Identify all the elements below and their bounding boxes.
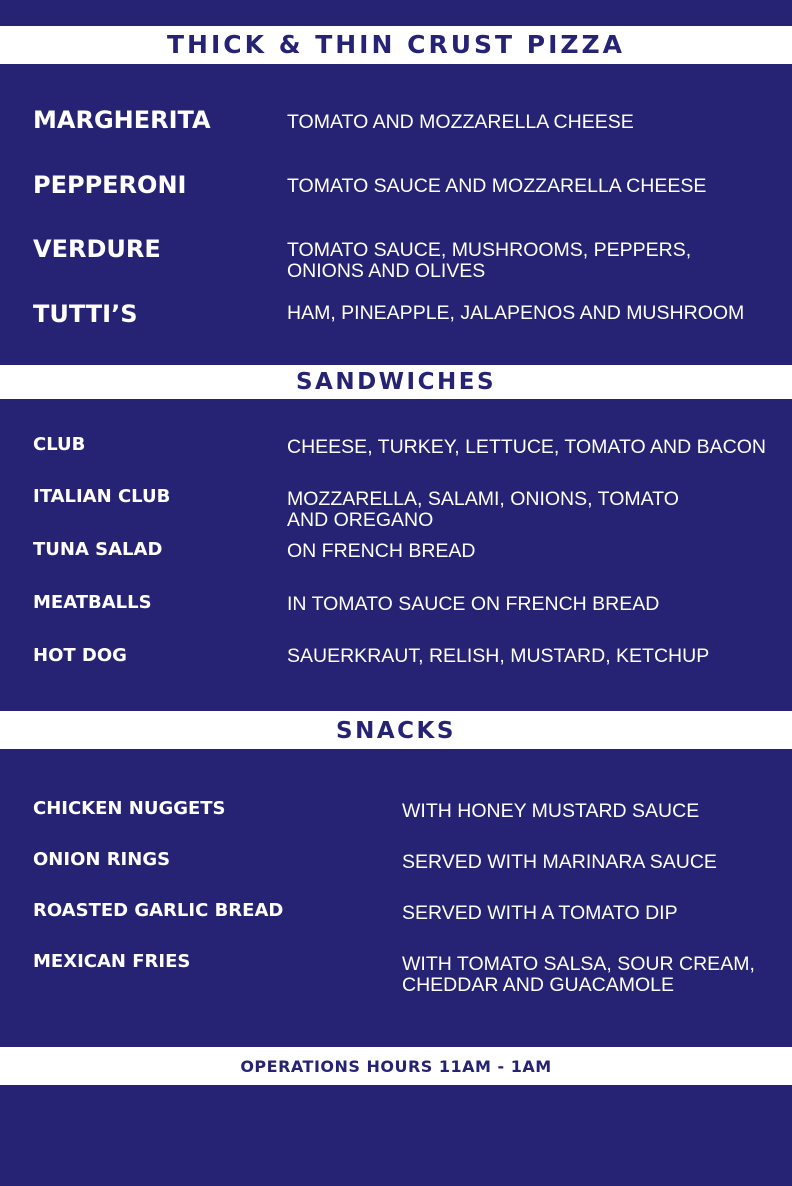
pizza-item-desc: HAM, PINEAPPLE, JALAPENOS AND MUSHROOM	[287, 302, 745, 324]
snacks-section-heading: SNACKS	[0, 711, 792, 749]
pizza-item-name: MARGHERITA	[33, 106, 211, 134]
snack-item-name: ROASTED GARLIC BREAD	[33, 900, 284, 921]
pizza-item-name: PEPPERONI	[33, 171, 187, 199]
operations-hours: OPERATIONS HOURS 11AM - 1AM	[0, 1047, 792, 1085]
pizza-item-desc: TOMATO AND MOZZARELLA CHEESE	[287, 111, 634, 133]
sandwich-item-desc: SAUERKRAUT, RELISH, MUSTARD, KETCHUP	[287, 645, 710, 667]
sandwich-item-name: TUNA SALAD	[33, 539, 163, 560]
snack-item-desc: WITH TOMATO SALSA, SOUR CREAM, CHEDDAR AND GUACAMOLE	[402, 953, 755, 996]
pizza-item-desc: TOMATO SAUCE, MUSHROOMS, PEPPERS, ONIONS AND OLIVES	[287, 239, 692, 282]
sandwich-item-name: HOT DOG	[33, 645, 127, 666]
snack-item-name: ONION RINGS	[33, 849, 171, 870]
sandwiches-section-heading: SANDWICHES	[0, 365, 792, 399]
sandwich-item-name: MEATBALLS	[33, 592, 152, 613]
snack-item-name: MEXICAN FRIES	[33, 951, 191, 972]
sandwich-item-desc: ON FRENCH BREAD	[287, 540, 476, 562]
sandwich-item-desc: MOZZARELLA, SALAMI, ONIONS, TOMATO AND OREGANO	[287, 488, 679, 531]
pizza-item-desc: TOMATO SAUCE AND MOZZARELLA CHEESE	[287, 175, 707, 197]
snack-item-desc: SERVED WITH A TOMATO DIP	[402, 902, 678, 924]
snack-item-desc: WITH HONEY MUSTARD SAUCE	[402, 800, 700, 822]
sandwich-item-name: ITALIAN CLUB	[33, 486, 171, 507]
snack-item-desc: SERVED WITH MARINARA SAUCE	[402, 851, 717, 873]
pizza-section-heading: THICK & THIN CRUST PIZZA	[0, 26, 792, 64]
sandwich-item-desc: CHEESE, TURKEY, LETTUCE, TOMATO AND BACON	[287, 436, 766, 458]
sandwich-item-name: CLUB	[33, 434, 86, 455]
snack-item-name: CHICKEN NUGGETS	[33, 798, 226, 819]
pizza-item-name: VERDURE	[33, 235, 161, 263]
sandwich-item-desc: IN TOMATO SAUCE ON FRENCH BREAD	[287, 593, 660, 615]
pizza-item-name: TUTTI’S	[33, 300, 138, 328]
